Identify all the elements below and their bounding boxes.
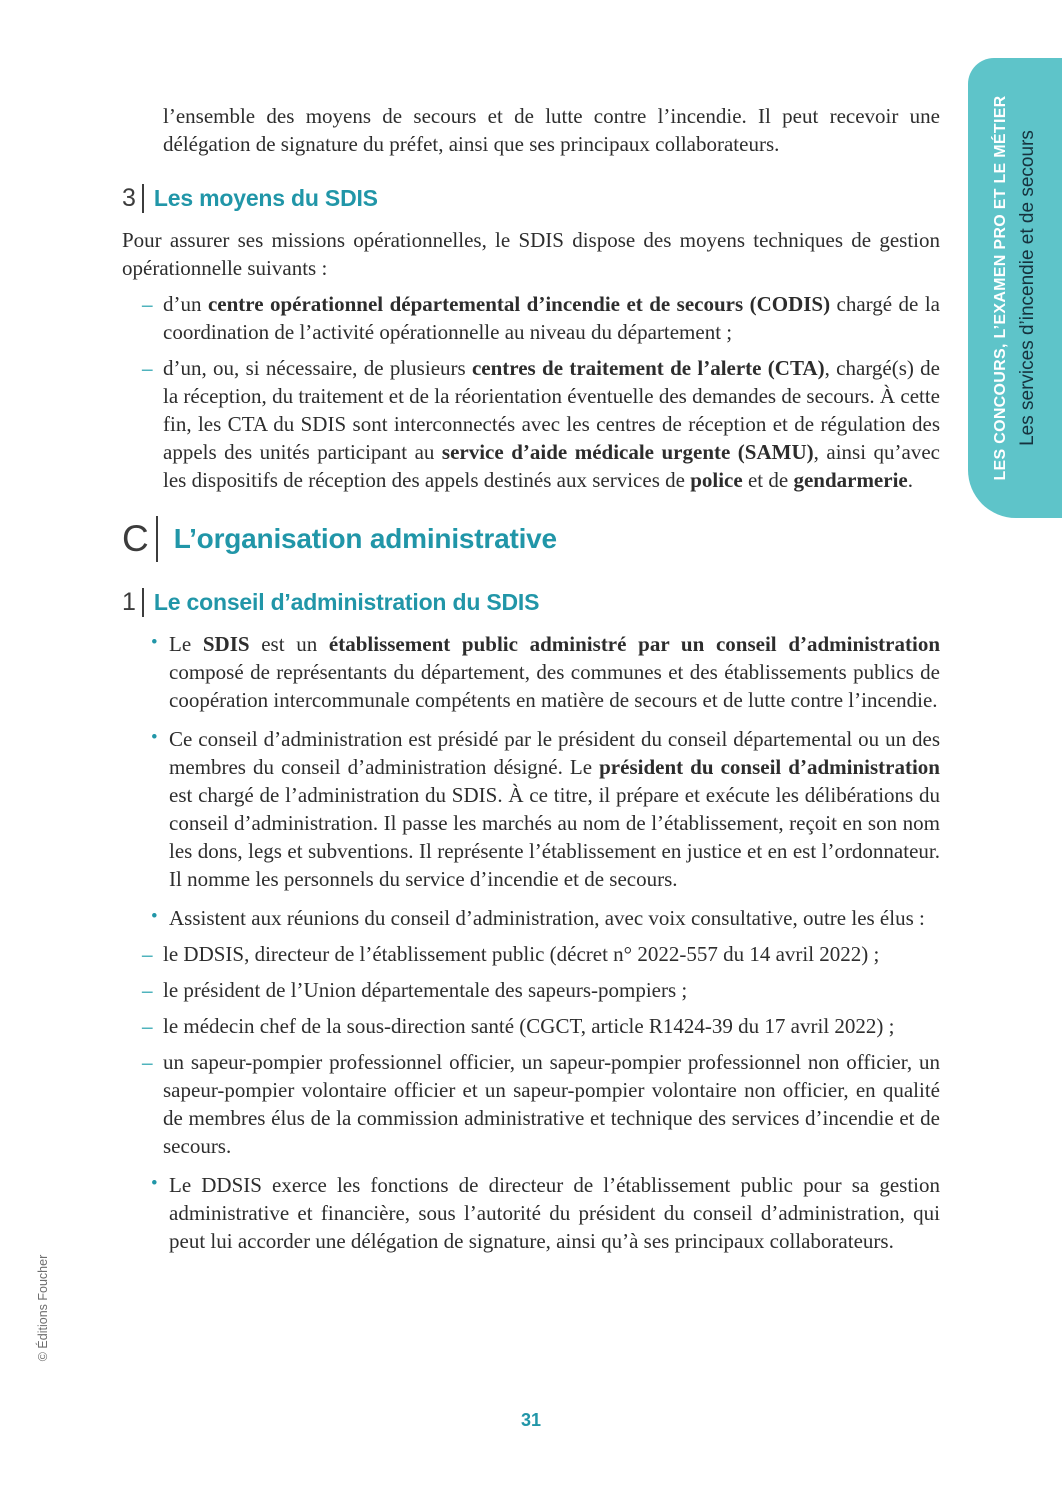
text-run: est chargé de l’administration du SDIS. À ce titre, il prépare et exécute les délibérations du conseil d’administration. Il passe les marchés au nom de l’établissement, reçoit en son nom les dons, legs et subventions. Il représente l’établissement en justice et en est l’ordonnateur. Il nomme les personnels du service d’incendie et de secours.	[169, 783, 940, 891]
chapter-side-tab-text	[968, 58, 1062, 518]
chapter-side-tab	[968, 58, 1062, 518]
list-item-text	[169, 906, 925, 930]
text-run: le DDSIS, directeur de l’établissement public (décret n° 2022-557 du 14 avril 2022) ;	[163, 942, 880, 966]
list-dash-icon: –	[142, 1050, 153, 1074]
text-run: chargé de la coordination de l’activité opérationnelle au niveau du département ;	[163, 292, 940, 344]
list-item-text	[163, 978, 687, 1002]
part-title: LES CONCOURS, L’EXAMEN PRO ET LE MÉTIER	[991, 95, 1009, 481]
lettered-section-heading	[122, 516, 940, 562]
continuation-paragraph	[122, 102, 940, 158]
text-run: , ainsi qu’avec les dispositifs de réception des appels destinés aux services de	[163, 440, 941, 492]
text-run: le président de l’Union départementale des sapeurs-pompiers ;	[163, 978, 688, 1002]
bold-text-run: SDIS	[202, 632, 250, 656]
dash-list-item	[122, 290, 940, 346]
heading-divider	[142, 588, 144, 617]
heading-number: 3	[122, 184, 136, 212]
dash-list-item	[122, 1048, 940, 1160]
list-dash-icon: –	[142, 356, 153, 380]
heading-title: Le conseil d’administration du SDIS	[153, 589, 540, 615]
text-run: le médecin chef de la sous-direction santé (CGCT, article R1424-39 du 17 avril 2022) ;	[163, 1014, 895, 1038]
list-item-text	[163, 942, 879, 966]
bold-text-run: police	[690, 468, 743, 492]
list-bullet-icon: •	[151, 727, 158, 748]
list-dash-icon: –	[142, 978, 153, 1002]
list-dash-icon: –	[142, 1014, 153, 1038]
bold-text-run: gendarmerie	[793, 468, 908, 492]
text-run: .	[907, 468, 913, 492]
numbered-section-heading	[122, 183, 940, 213]
text-run: Ce conseil d’administration est présidé par le président du conseil départemental ou un des membres du conseil d’administration désigné. Le	[169, 727, 940, 779]
heading-divider	[142, 184, 144, 213]
dash-list-item	[122, 354, 940, 494]
copyright-notice	[34, 1238, 52, 1378]
text-run: d’un	[163, 292, 208, 316]
text-run: Le	[169, 632, 203, 656]
text-run: composé de représentants du département, des communes et des établissements publics de coopération intercommunale compétents en matière de secours et de lutte contre l’incendie.	[169, 660, 940, 712]
text-run: , chargé(s) de la réception, du traitement et de la réorientation éventuelle des demandes de secours. À cette fin, les CTA du SDIS sont interconnectés avec les centres de réception et de régulation des appels des unités participant au	[163, 356, 940, 464]
copyright-text: © Éditions Foucher	[36, 1254, 50, 1362]
page-number: 31	[520, 1410, 542, 1430]
bold-text-run: président du conseil d’administration	[599, 755, 940, 779]
list-item-text	[169, 632, 940, 712]
numbered-section-heading	[122, 587, 940, 617]
bullet-list-item	[122, 630, 940, 714]
paragraph	[122, 226, 940, 282]
dash-list-item	[122, 976, 940, 1004]
text-run: Assistent aux réunions du conseil d’administration, avec voix consultative, outre les élus :	[169, 906, 925, 930]
list-bullet-icon: •	[151, 1173, 158, 1194]
list-item-text	[169, 727, 940, 891]
text-run: un sapeur-pompier professionnel officier, un sapeur-pompier professionnel non officier, un sapeur-pompier volontaire officier et un sapeur-pompier volontaire non officier, en qualité de membres élus de la commission administrative et technique des services d’incendie et de secours.	[163, 1050, 940, 1158]
heading-divider	[156, 516, 158, 562]
bold-text-run: centre opérationnel départemental d’incendie et de secours (CODIS)	[207, 292, 831, 316]
bullet-list-item	[122, 1171, 940, 1255]
bullet-list-item	[122, 904, 940, 932]
bold-text-run: établissement public administré par un conseil d’administration	[328, 632, 941, 656]
dash-list-item	[122, 940, 940, 968]
main-content	[122, 102, 940, 1255]
list-dash-icon: –	[142, 292, 153, 316]
bold-text-run: centres de traitement de l’alerte (CTA)	[471, 356, 825, 380]
list-bullet-icon: •	[151, 632, 158, 653]
text-run: est un	[249, 632, 329, 656]
list-item-text	[163, 1050, 940, 1158]
list-item-text	[163, 292, 940, 344]
heading-title: Les moyens du SDIS	[153, 185, 378, 211]
text-run: l’ensemble des moyens de secours et de lutte contre l’incendie. Il peut recevoir une délégation de signature du préfet, ainsi que ses principaux collaborateurs.	[163, 104, 940, 156]
list-item-text	[163, 356, 940, 492]
heading-number: C	[122, 518, 149, 559]
text-run: d’un, ou, si nécessaire, de plusieurs	[163, 356, 472, 380]
bullet-list-item	[122, 725, 940, 893]
heading-title: L’organisation administrative	[173, 523, 557, 554]
list-dash-icon: –	[142, 942, 153, 966]
list-item-text	[169, 1173, 940, 1253]
chapter-title: Les services d’incendie et de secours	[1016, 130, 1038, 446]
text-run: Pour assurer ses missions opérationnelles, le SDIS dispose des moyens techniques de gestion opérationnelle suivants :	[122, 228, 940, 280]
list-bullet-icon: •	[151, 906, 158, 927]
text-run: et de	[742, 468, 794, 492]
heading-number: 1	[122, 588, 136, 616]
bold-text-run: service d’aide médicale urgente (SAMU)	[441, 440, 814, 464]
dash-list-item	[122, 1012, 940, 1040]
text-run: Le DDSIS exerce les fonctions de directeur de l’établissement public pour sa gestion administrative et financière, sous l’autorité du président du conseil d’administration, qui peut lui accorder une délégation de signature, ainsi qu’à ses principaux collaborateurs.	[169, 1173, 940, 1253]
list-item-text	[163, 1014, 894, 1038]
